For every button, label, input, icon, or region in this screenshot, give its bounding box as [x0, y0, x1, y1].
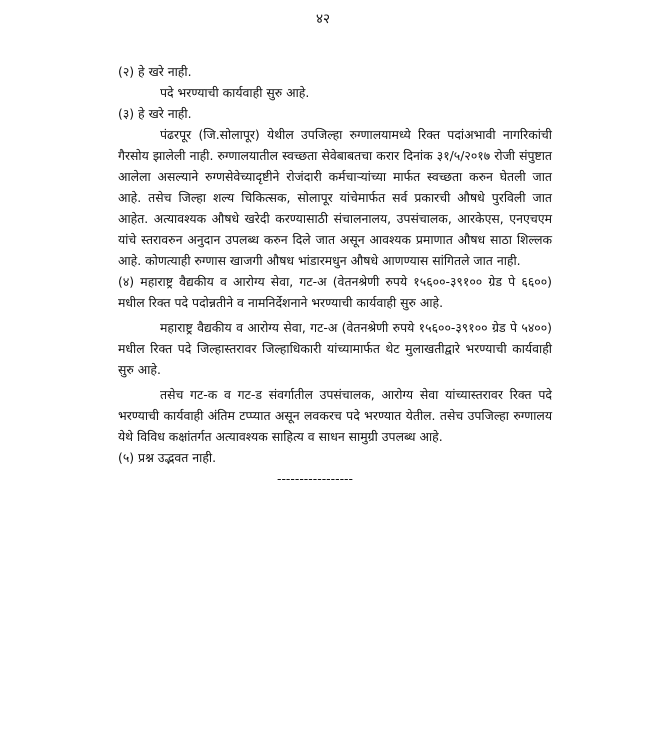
answer-4-paragraph-1: (४) महाराष्ट्र वैद्यकीय व आरोग्य सेवा, गट-अ (वेतनश्रेणी रुपये १५६००-३९१०० ग्रेड पे ६६००) मधील रिक्त पदे पदोन्नतीने व नामनिर्देशनाने भरण्याची कार्यवाही सुरु आहे. [118, 274, 552, 310]
page-number: ४२ [315, 11, 331, 27]
answer-3-paragraph: पंढरपूर (जि.सोलापूर) येथील उपजिल्हा रुग्णालयामध्ये रिक्त पदांअभावी नागरिकांची गैरसोय झालेली नाही. रुग्णालयातील स्वच्छता सेवेबाबतचा करार दिनांक ३१/५/२०१७ रोजी संपुष्टात आलेला असल्याने रुग्णसेवेच्यादृष्टीने रोजंदारी कर्मचाऱ्यांच्या मार्फत स्वच्छता करुन घेतली जात आहे. तसेच जिल्हा शल्य चिकित्सक, सोलापूर यांचेमार्फत सर्व प्रकारची औषधे पुरविली जात आहेत. अत्यावश्यक औषधे खरेदी करण्यासाठी संचालनालय, उपसंचालक, आरकेएस, एनएचएम यांचे स्तरावरुन अनुदान उपलब्ध करुन दिले जात असून आवश्यक प्रमाणात औषध साठा शिल्लक आहे. कोणत्याही रुग्णास खाजगी औषध भांडारमधुन औषधे आणण्यास सांगितले जात नाही. [118, 127, 552, 268]
answer-text [118, 61, 552, 489]
answer-2-label: (२) हे खरे नाही. [118, 64, 192, 79]
answer-3-label: (३) हे खरे नाही. [118, 106, 192, 121]
answer-5-label: (५) प्रश्न उद्भवत नाही. [118, 450, 217, 465]
end-divider: ----------------- [276, 471, 353, 486]
answer-4-paragraph-2: महाराष्ट्र वैद्यकीय व आरोग्य सेवा, गट-अ (वेतनश्रेणी रुपये १५६००-३९१०० ग्रेड पे ५४००) मधील रिक्त पदे जिल्हास्तरावर जिल्हाधिकारी यांच्यामार्फत थेट मुलाखतीद्वारे भरण्याची कार्यवाही सुरु आहे. [118, 320, 552, 377]
answer-2-detail: पदे भरण्याची कार्यवाही सुरु आहे. [160, 85, 310, 100]
answer-4-paragraph-3: तसेच गट-क व गट-ड संवर्गातील उपसंचालक, आरोग्य सेवा यांच्यास्तरावर रिक्त पदे भरण्याची कार्यवाही अंतिम टप्प्यात असून लवकरच पदे भरण्यात येतील. तसेच उपजिल्हा रुग्णालय येथे विविध कक्षांतर्गत अत्यावश्यक साहित्य व साधन सामुग्री उपलब्ध आहे. [118, 387, 552, 444]
